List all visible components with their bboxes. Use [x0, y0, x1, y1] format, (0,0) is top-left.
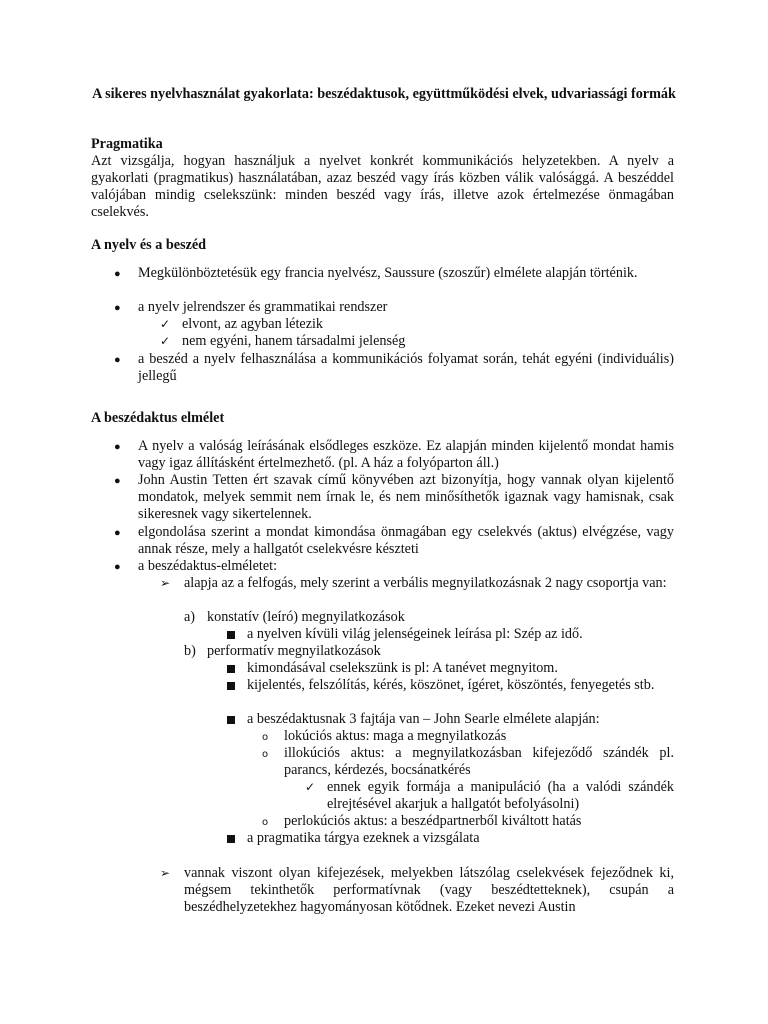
check-icon: ✓ — [160, 334, 171, 348]
list-item: kijelentés, felszólítás, kérés, köszönet, ígéret, köszöntés, fenyegetés stb. — [247, 677, 655, 693]
list-item: perlokúciós aktus: a beszédpartnerből kiváltott hatás — [284, 813, 582, 829]
arrow-bullet-icon: ➢ — [160, 866, 171, 880]
check-icon: ✓ — [305, 780, 316, 794]
list-marker: a) — [184, 609, 196, 625]
list-item: a pragmatika tárgya ezeknek a vizsgálata — [247, 830, 480, 846]
circle-bullet-icon: o — [262, 732, 269, 743]
bullet-dot-icon: ● — [114, 561, 121, 573]
list-marker: b) — [184, 643, 196, 659]
square-bullet-icon — [227, 626, 235, 643]
list-item: John Austin Tetten ért szavak című könyvében azt bizonyítja, hogy vannak olyan kijelentő mondatok, melyek semmit nem írnak le, és nem minősíthetők igaznak vagy hamisnak, csak sikeresnek vagy sikertelennek. — [138, 472, 674, 522]
list-item: vannak viszont olyan kifejezések, melyekben látszólag cselekvések fejeződnek ki, mégsem tekinthetők performatívnak (vagy beszédtetteknek), csupán a beszédhelyzetekhez hagyományosan kötődnek. Ezeket nevezi Austin — [184, 865, 674, 915]
check-icon: ✓ — [160, 317, 171, 331]
bullet-dot-icon: ● — [114, 527, 121, 539]
pragmatika-paragraph: Azt vizsgálja, hogyan használjuk a nyelvet konkrét kommunikációs helyzetekben. A nyelv a gyakorlati (pragmatikus) használatában, azaz beszéd vagy írás közben válik valósággá. A beszéddel valójában mindig cselekszünk: minden beszéd vagy írás, illetve azok értelmezése önmagában cselekvés. — [91, 153, 674, 220]
pragmatika-heading: Pragmatika — [91, 136, 163, 152]
bullet-dot-icon: ● — [114, 302, 121, 314]
list-item: nem egyéni, hanem társadalmi jelenség — [182, 333, 406, 349]
arrow-bullet-icon: ➢ — [160, 576, 171, 590]
square-bullet-icon — [227, 830, 235, 847]
list-item: ennek egyik formája a manipuláció (ha a valódi szándék elrejtésével akarjuk a hallgatót befolyásolni) — [327, 779, 674, 812]
list-item: alapja az a felfogás, mely szerint a verbális megnyilatkozásnak 2 nagy csoportja van: — [184, 575, 667, 591]
bullet-dot-icon: ● — [114, 475, 121, 487]
list-item: a nyelv jelrendszer és grammatikai rendszer — [138, 299, 388, 315]
list-item: a nyelven kívüli világ jelenségeinek leírása pl: Szép az idő. — [247, 626, 583, 642]
bullet-dot-icon: ● — [114, 268, 121, 280]
circle-bullet-icon: o — [262, 749, 269, 760]
square-bullet-icon — [227, 711, 235, 728]
circle-bullet-icon: o — [262, 817, 269, 828]
list-item: Megkülönböztetésük egy francia nyelvész, Saussure (szoszűr) elmélete alapján történik. — [138, 265, 638, 281]
square-bullet-icon — [227, 660, 235, 677]
list-item: A nyelv a valóság leírásának elsődleges eszköze. Ez alapján minden kijelentő mondat hamis vagy igaz állításként értelmezhető. (pl. A ház a folyóparton áll.) — [138, 438, 674, 471]
list-item: konstatív (leíró) megnyilatkozások — [207, 609, 405, 625]
list-item: a beszéd a nyelv felhasználása a kommunikációs folyamat során, tehát egyéni (individuális) jellegű — [138, 351, 674, 384]
list-item: lokúciós aktus: maga a megnyilatkozás — [284, 728, 507, 744]
nyelv-beszed-heading: A nyelv és a beszéd — [91, 237, 207, 253]
list-item: illokúciós aktus: a megnyilatkozásban kifejeződő szándék pl. parancs, kérdezés, bocsánatkérés — [284, 745, 674, 778]
beszedaktus-heading: A beszédaktus elmélet — [91, 410, 225, 426]
square-bullet-icon — [227, 677, 235, 694]
list-item: a beszédaktusnak 3 fajtája van – John Searle elmélete alapján: — [247, 711, 600, 727]
list-item: kimondásával cselekszünk is pl: A tanévet megnyitom. — [247, 660, 558, 676]
bullet-dot-icon: ● — [114, 354, 121, 366]
list-item: elvont, az agyban létezik — [182, 316, 324, 332]
list-item: elgondolása szerint a mondat kimondása önmagában egy cselekvés (aktus) elvégzése, vagy annak része, mely a hallgatót cselekvésre készteti — [138, 524, 674, 557]
list-item: performatív megnyilatkozások — [207, 643, 381, 659]
bullet-dot-icon: ● — [114, 441, 121, 453]
list-item: a beszédaktus-elméletet: — [138, 558, 278, 574]
document-title: A sikeres nyelvhasználat gyakorlata: beszédaktusok, együttműködési elvek, udvariassági formák — [92, 86, 676, 102]
